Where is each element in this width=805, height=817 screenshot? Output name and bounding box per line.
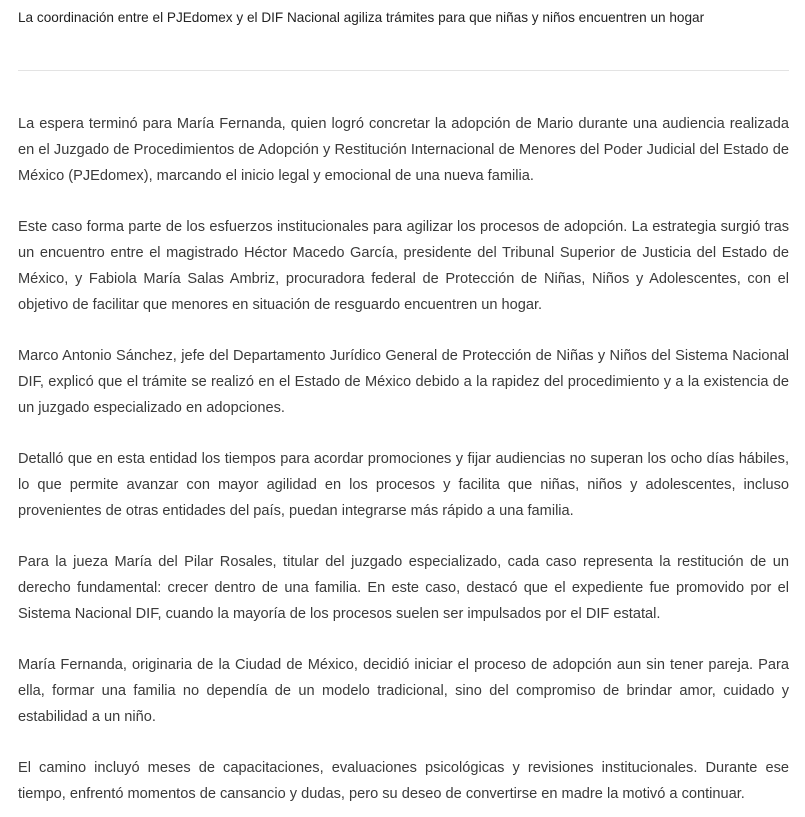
- divider: [18, 70, 789, 71]
- article-body: [18, 111, 789, 807]
- paragraph: Este caso forma parte de los esfuerzos institucionales para agilizar los procesos de adopción. La estrategia surgió tras un encuentro entre el magistrado Héctor Macedo García, presidente del Tribunal Superior de Justicia del Estado de México, y Fabiola María Salas Ambriz, procuradora federal de Protección de Niñas, Niños y Adolescentes, con el objetivo de facilitar que menores en situación de resguardo encuentren un hogar.: [18, 219, 789, 313]
- paragraph: Para la jueza María del Pilar Rosales, titular del juzgado especializado, cada caso representa la restitución de un derecho fundamental: crecer dentro de una familia. En este caso, destacó que el expediente fue promovido por el Sistema Nacional DIF, cuando la mayoría de los procesos suelen ser impulsados por el DIF estatal.: [18, 554, 789, 622]
- paragraph: Detalló que en esta entidad los tiempos para acordar promociones y fijar audiencias no superan los ocho días hábiles, lo que permite avanzar con mayor agilidad en los procesos y facilita que niñas, niños y adolescentes, incluso provenientes de otras entidades del país, puedan integrarse más rápido a una familia.: [18, 451, 789, 519]
- paragraph: La espera terminó para María Fernanda, quien logró concretar la adopción de Mario durante una audiencia realizada en el Juzgado de Procedimientos de Adopción y Restitución Internacional de Menores del Poder Judicial del Estado de México (PJEdomex), marcando el inicio legal y emocional de una nueva familia.: [18, 116, 789, 184]
- paragraph: El camino incluyó meses de capacitaciones, evaluaciones psicológicas y revisiones institucionales. Durante ese tiempo, enfrentó momentos de cansancio y dudas, pero su deseo de convertirse en madre la motivó a continuar.: [18, 760, 789, 802]
- article-subtitle: La coordinación entre el PJEdomex y el DIF Nacional agiliza trámites para que niñas y niños encuentren un hogar: [18, 10, 705, 25]
- paragraph: María Fernanda, originaria de la Ciudad de México, decidió iniciar el proceso de adopción aun sin tener pareja. Para ella, formar una familia no dependía de un modelo tradicional, sino del compromiso de brindar amor, cuidado y estabilidad a un niño.: [18, 657, 789, 725]
- paragraph: Marco Antonio Sánchez, jefe del Departamento Jurídico General de Protección de Niñas y Niños del Sistema Nacional DIF, explicó que el trámite se realizó en el Estado de México debido a la rapidez del procedimiento y a la existencia de un juzgado especializado en adopciones.: [18, 348, 789, 416]
